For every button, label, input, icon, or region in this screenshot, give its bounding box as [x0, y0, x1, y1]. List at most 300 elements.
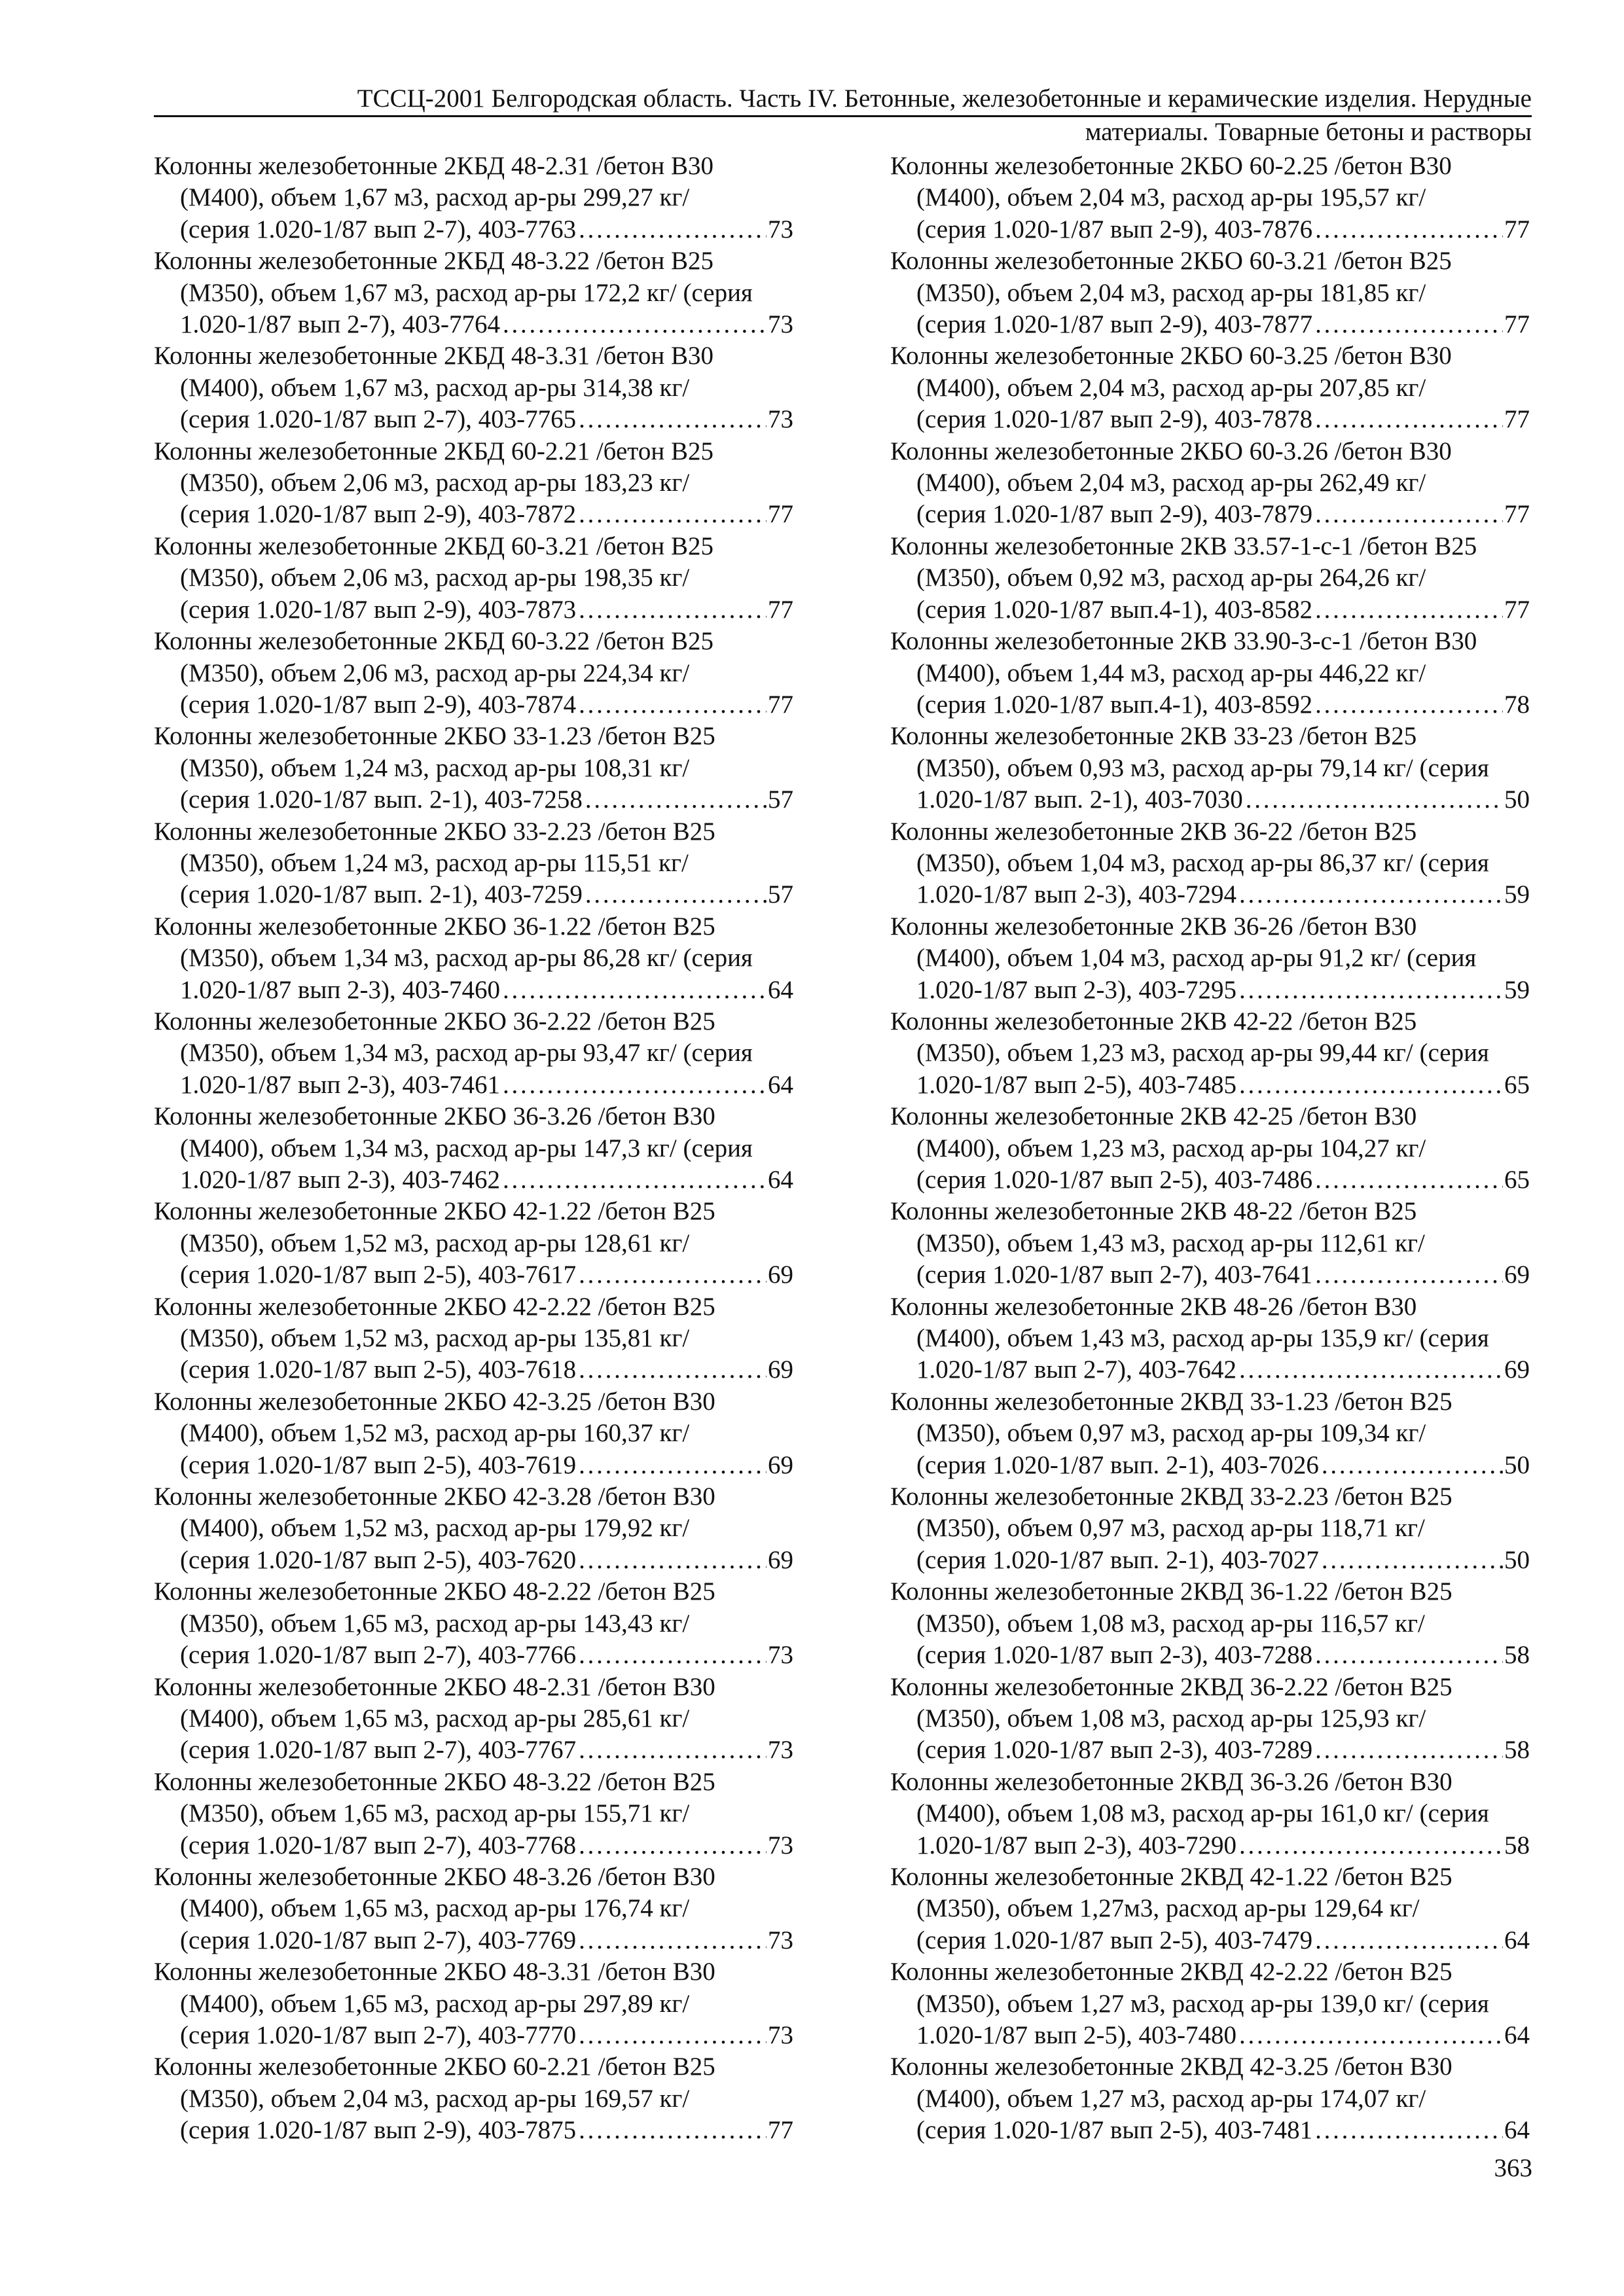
entry-title: Колонны железобетонные 2КВД 33-2.23 /бетон В25: [890, 1482, 1453, 1511]
entry-reference: 1.020-1/87 вып 2-7), 403-7764: [180, 310, 501, 339]
index-entry: [154, 151, 793, 245]
entry-reference: (серия 1.020-1/87 вып 2-9), 403-7874: [180, 690, 577, 719]
dot-leader: [1322, 1450, 1503, 1481]
index-entry: [154, 1956, 793, 2051]
entry-reference: (серия 1.020-1/87 вып 2-9), 403-7878: [916, 405, 1313, 434]
entry-reference-line: [890, 975, 1530, 1006]
entry-title: Колонны железобетонные 2КВ 33.90-3-с-1 /бетон В30: [890, 627, 1477, 656]
dot-leader: [585, 784, 767, 816]
entry-reference-line: [890, 1545, 1530, 1576]
entry-reference-line: [154, 1259, 793, 1291]
entry-reference-line: [890, 879, 1530, 910]
dot-leader: [579, 594, 767, 626]
entry-details: (М400), объем 1,04 м3, расход ар-ры 91,2 кг/ (серия: [916, 944, 1477, 973]
entry-page-number: 73: [768, 215, 793, 243]
entry-reference: (серия 1.020-1/87 вып 2-7), 403-7768: [180, 1831, 577, 1859]
index-entry: [154, 1006, 793, 1101]
entry-reference: 1.020-1/87 вып 2-3), 403-7295: [916, 975, 1237, 1004]
entry-details: (М350), объем 1,04 м3, расход ар-ры 86,37 кг/ (серия: [916, 848, 1489, 877]
entry-reference-line: [890, 689, 1530, 721]
dot-leader: [579, 404, 767, 435]
dot-leader: [503, 1069, 767, 1101]
entry-reference: (серия 1.020-1/87 вып. 2-1), 403-7026: [916, 1450, 1319, 1479]
dot-leader: [579, 2020, 767, 2051]
entry-details: (М350), объем 0,97 м3, расход ар-ры 109,34 кг/: [916, 1419, 1426, 1448]
dot-leader: [579, 1734, 767, 1766]
entry-reference: 1.020-1/87 вып 2-5), 403-7480: [916, 2020, 1237, 2049]
entry-title: Колонны железобетонные 2КБД 48-3.22 /бетон В25: [154, 247, 713, 276]
entry-details: (М400), объем 1,65 м3, расход ар-ры 285,61 кг/: [180, 1704, 690, 1732]
entry-details: (М350), объем 2,04 м3, расход ар-ры 169,57 кг/: [180, 2084, 690, 2113]
index-entry: [154, 1481, 793, 1576]
entry-title: Колонны железобетонные 2КВ 42-22 /бетон В25: [890, 1007, 1417, 1035]
entry-page-number: 64: [768, 1166, 793, 1194]
entry-reference: 1.020-1/87 вып 2-7), 403-7642: [916, 1355, 1237, 1384]
index-entry: [890, 151, 1530, 245]
entry-reference-line: [890, 1640, 1530, 1671]
dot-leader: [1315, 1925, 1503, 1956]
entry-reference-line: [890, 784, 1530, 816]
index-entry: [154, 2051, 793, 2146]
entry-reference: (серия 1.020-1/87 вып 2-5), 403-7618: [180, 1355, 577, 1384]
entry-details: (М400), объем 2,04 м3, расход ар-ры 262,49 кг/: [916, 469, 1426, 497]
entry-reference-line: [154, 499, 793, 530]
entry-title: Колонны железобетонные 2КВ 36-26 /бетон В30: [890, 912, 1417, 941]
index-entry: [890, 245, 1530, 340]
entry-title: Колонны железобетонные 2КБО 36-1.22 /бетон В25: [154, 912, 715, 941]
index-entry: [154, 1576, 793, 1671]
entry-title: Колонны железобетонные 2КВД 36-3.26 /бетон В30: [890, 1767, 1453, 1796]
dot-leader: [585, 879, 767, 910]
index-entry: [154, 626, 793, 721]
entry-title: Колонны железобетонные 2КВ 33.57-1-с-1 /бетон В25: [890, 531, 1477, 560]
entry-details: (М350), объем 1,67 м3, расход ар-ры 172,2 кг/ (серия: [180, 278, 753, 307]
dot-leader: [1315, 404, 1503, 435]
entry-reference: (серия 1.020-1/87 вып 2-5), 403-7620: [180, 1545, 577, 1574]
entry-reference: (серия 1.020-1/87 вып 2-5), 403-7479: [916, 1926, 1313, 1954]
entry-page-number: 57: [768, 785, 793, 814]
dot-leader: [579, 689, 767, 721]
index-entry: [890, 1481, 1530, 1576]
entry-page-number: 73: [768, 1736, 793, 1765]
entry-details: (М350), объем 1,24 м3, расход ар-ры 108,31 кг/: [180, 753, 690, 782]
entry-title: Колонны железобетонные 2КБД 48-2.31 /бетон В30: [154, 152, 713, 180]
header-title-line-1: ТССЦ-2001 Белгородская область. Часть IV. Бетонные, железобетонные и керамические изделия. Нерудные: [154, 84, 1532, 117]
entry-reference-line: [154, 1354, 793, 1386]
entry-title: Колонны железобетонные 2КВ 36-22 /бетон В25: [890, 817, 1417, 846]
entry-reference-line: [890, 1925, 1530, 1956]
entry-page-number: 69: [768, 1261, 793, 1289]
entry-title: Колонны железобетонные 2КБО 33-1.23 /бетон В25: [154, 722, 715, 751]
entry-page-number: 50: [1504, 1450, 1530, 1479]
index-entry: [154, 1291, 793, 1386]
dot-leader: [1315, 1164, 1503, 1196]
entry-page-number: 77: [1504, 215, 1530, 243]
header-title-line-2: материалы. Товарные бетоны и растворы: [1085, 118, 1532, 146]
entry-page-number: 64: [768, 1070, 793, 1099]
dot-leader: [1315, 1734, 1503, 1766]
entry-reference: (серия 1.020-1/87 вып 2-9), 403-7879: [916, 500, 1313, 529]
entry-reference: (серия 1.020-1/87 вып 2-9), 403-7876: [916, 215, 1313, 243]
entry-page-number: 69: [768, 1545, 793, 1574]
entry-title: Колонны железобетонные 2КБО 42-3.28 /бетон В30: [154, 1482, 715, 1511]
entry-page-number: 59: [1504, 880, 1530, 909]
entry-reference: (серия 1.020-1/87 вып 2-7), 403-7766: [180, 1641, 577, 1670]
entry-page-number: 50: [1504, 785, 1530, 814]
index-entry: [890, 1576, 1530, 1671]
entry-title: Колонны железобетонные 2КБО 36-2.22 /бетон В25: [154, 1007, 715, 1035]
entry-details: (М350), объем 1,65 м3, расход ар-ры 155,71 кг/: [180, 1799, 690, 1828]
entry-reference: (серия 1.020-1/87 вып.4-1), 403-8582: [916, 595, 1313, 624]
entry-reference-line: [890, 1354, 1530, 1386]
dot-leader: [579, 1354, 767, 1386]
dot-leader: [579, 1925, 767, 1956]
entry-reference: (серия 1.020-1/87 вып 2-5), 403-7617: [180, 1261, 577, 1289]
entry-reference-line: [154, 1164, 793, 1196]
entry-reference-line: [890, 214, 1530, 245]
dot-leader: [1315, 1259, 1503, 1291]
entry-page-number: 73: [768, 310, 793, 339]
entry-page-number: 73: [768, 1641, 793, 1670]
entry-reference-line: [890, 1164, 1530, 1196]
entry-title: Колонны железобетонные 2КВ 42-25 /бетон В30: [890, 1102, 1417, 1131]
entry-title: Колонны железобетонные 2КБО 33-2.23 /бетон В25: [154, 817, 715, 846]
entry-title: Колонны железобетонные 2КБО 60-3.25 /бетон В30: [890, 342, 1452, 370]
entry-title: Колонны железобетонные 2КВД 36-1.22 /бетон В25: [890, 1577, 1453, 1606]
entry-page-number: 77: [1504, 310, 1530, 339]
entry-reference: 1.020-1/87 вып 2-3), 403-7461: [180, 1070, 501, 1099]
entry-details: (М400), объем 2,04 м3, расход ар-ры 207,85 кг/: [916, 373, 1426, 402]
entry-reference-line: [890, 594, 1530, 626]
index-entry: [154, 531, 793, 626]
entry-reference-line: [890, 1450, 1530, 1481]
index-entry: [890, 1291, 1530, 1386]
entry-details: (М400), объем 1,27 м3, расход ар-ры 174,07 кг/: [916, 2084, 1426, 2113]
entry-title: Колонны железобетонные 2КБД 60-3.21 /бетон В25: [154, 531, 713, 560]
dot-leader: [1315, 1640, 1503, 1671]
entry-title: Колонны железобетонные 2КБО 60-3.26 /бетон В30: [890, 437, 1452, 465]
dot-leader: [1239, 879, 1503, 910]
entry-reference: (серия 1.020-1/87 вып. 2-1), 403-7258: [180, 785, 583, 814]
index-entry: [890, 1956, 1530, 2051]
entry-details: (М350), объем 1,27 м3, расход ар-ры 139,0 кг/ (серия: [916, 1989, 1489, 2018]
entry-reference-line: [890, 2115, 1530, 2146]
entry-reference: (серия 1.020-1/87 вып 2-5), 403-7619: [180, 1450, 577, 1479]
entry-reference-line: [890, 1830, 1530, 1861]
dot-leader: [579, 1830, 767, 1861]
index-entry: [890, 1767, 1530, 1861]
entry-reference: (серия 1.020-1/87 вып 2-9), 403-7873: [180, 595, 577, 624]
entry-reference-line: [154, 1925, 793, 1956]
dot-leader: [579, 1259, 767, 1291]
dot-leader: [1239, 1069, 1503, 1101]
entry-reference-line: [890, 309, 1530, 340]
entry-page-number: 77: [768, 500, 793, 529]
entry-title: Колонны железобетонные 2КБД 60-2.21 /бетон В25: [154, 437, 713, 465]
dot-leader: [1239, 1354, 1503, 1386]
entry-reference-line: [890, 499, 1530, 530]
entry-page-number: 77: [1504, 405, 1530, 434]
entry-page-number: 64: [768, 975, 793, 1004]
entry-page-number: 77: [768, 690, 793, 719]
entry-details: (М400), объем 1,43 м3, расход ар-ры 135,9 кг/ (серия: [916, 1324, 1489, 1353]
entry-details: (М350), объем 2,04 м3, расход ар-ры 181,85 кг/: [916, 278, 1426, 307]
entry-title: Колонны железобетонные 2КВ 48-22 /бетон В25: [890, 1197, 1417, 1226]
index-entry: [154, 1861, 793, 1956]
entry-reference: (серия 1.020-1/87 вып 2-9), 403-7875: [180, 2116, 577, 2145]
entry-page-number: 65: [1504, 1070, 1530, 1099]
index-entry: [154, 436, 793, 531]
entry-title: Колонны железобетонные 2КБО 48-3.26 /бетон В30: [154, 1862, 715, 1891]
entry-details: (М400), объем 1,67 м3, расход ар-ры 299,27 кг/: [180, 183, 690, 212]
entry-title: Колонны железобетонные 2КВ 48-26 /бетон В30: [890, 1292, 1417, 1321]
entry-reference: (серия 1.020-1/87 вып 2-3), 403-7289: [916, 1736, 1313, 1765]
running-header: [154, 84, 1532, 147]
dot-leader: [579, 2115, 767, 2146]
index-entry: [154, 1101, 793, 1196]
entry-reference-line: [890, 2020, 1530, 2051]
entry-page-number: 50: [1504, 1545, 1530, 1574]
entry-title: Колонны железобетонные 2КБО 48-2.31 /бетон В30: [154, 1672, 715, 1701]
entry-reference-line: [154, 1734, 793, 1766]
index-entry: [890, 2051, 1530, 2146]
entry-page-number: 69: [1504, 1355, 1530, 1384]
entry-reference: (серия 1.020-1/87 вып 2-7), 403-7763: [180, 215, 577, 243]
entry-reference-line: [154, 1450, 793, 1481]
dot-leader: [1315, 214, 1503, 245]
entry-details: (М350), объем 2,06 м3, расход ар-ры 224,34 кг/: [180, 658, 690, 687]
entry-details: (М350), объем 0,92 м3, расход ар-ры 264,26 кг/: [916, 564, 1426, 592]
entry-page-number: 73: [768, 1831, 793, 1859]
entry-details: (М400), объем 1,23 м3, расход ар-ры 104,27 кг/: [916, 1134, 1426, 1162]
dot-leader: [503, 309, 767, 340]
entry-reference-line: [154, 1640, 793, 1671]
entry-page-number: 69: [768, 1355, 793, 1384]
entry-details: (М350), объем 1,43 м3, расход ар-ры 112,61 кг/: [916, 1229, 1425, 1257]
entry-details: (М350), объем 1,08 м3, расход ар-ры 116,57 кг/: [916, 1609, 1425, 1638]
entry-details: (М350), объем 1,34 м3, расход ар-ры 93,47 кг/ (серия: [180, 1039, 753, 1067]
index-entry: [890, 1196, 1530, 1291]
dot-leader: [1315, 499, 1503, 530]
entry-page-number: 73: [768, 405, 793, 434]
entry-title: Колонны железобетонные 2КВД 42-1.22 /бетон В25: [890, 1862, 1453, 1891]
entry-page-number: 57: [768, 880, 793, 909]
index-entry: [890, 721, 1530, 816]
entry-title: Колонны железобетонные 2КБД 60-3.22 /бетон В25: [154, 627, 713, 656]
entry-page-number: 77: [768, 2116, 793, 2145]
entry-details: (М400), объем 1,08 м3, расход ар-ры 161,0 кг/ (серия: [916, 1799, 1489, 1828]
dot-leader: [579, 499, 767, 530]
index-entry: [890, 911, 1530, 1006]
index-entry: [890, 626, 1530, 721]
index-entry: [890, 816, 1530, 911]
entry-page-number: 64: [1504, 2020, 1530, 2049]
index-column-right: [890, 151, 1530, 2147]
index-entry: [154, 816, 793, 911]
entry-page-number: 59: [1504, 975, 1530, 1004]
entry-details: (М400), объем 1,65 м3, расход ар-ры 297,89 кг/: [180, 1989, 690, 2018]
entry-page-number: 64: [1504, 1926, 1530, 1954]
entry-details: (М350), объем 2,06 м3, расход ар-ры 183,23 кг/: [180, 469, 690, 497]
entry-details: (М350), объем 0,97 м3, расход ар-ры 118,71 кг/: [916, 1514, 1425, 1543]
index-entry: [154, 1196, 793, 1291]
entry-reference-line: [154, 2115, 793, 2146]
entry-title: Колонны железобетонные 2КБО 48-2.22 /бетон В25: [154, 1577, 715, 1606]
index-entry: [890, 531, 1530, 626]
entry-details: (М350), объем 2,06 м3, расход ар-ры 198,35 кг/: [180, 564, 690, 592]
entry-title: Колонны железобетонные 2КБО 42-1.22 /бетон В25: [154, 1197, 715, 1226]
dot-leader: [1315, 594, 1503, 626]
entry-details: (М400), объем 1,52 м3, расход ар-ры 179,92 кг/: [180, 1514, 690, 1543]
entry-reference: (серия 1.020-1/87 вып 2-7), 403-7641: [916, 1261, 1313, 1289]
entry-details: (М350), объем 1,52 м3, расход ар-ры 135,81 кг/: [180, 1324, 690, 1353]
entry-details: (М350), объем 1,08 м3, расход ар-ры 125,93 кг/: [916, 1704, 1426, 1732]
entry-page-number: 73: [768, 2020, 793, 2049]
entry-reference-line: [890, 404, 1530, 435]
dot-leader: [579, 1545, 767, 1576]
entry-reference-line: [154, 784, 793, 816]
entry-reference: (серия 1.020-1/87 вып 2-7), 403-7765: [180, 405, 577, 434]
entry-details: (М400), объем 1,65 м3, расход ар-ры 176,74 кг/: [180, 1894, 690, 1923]
entry-title: Колонны железобетонные 2КБО 42-2.22 /бетон В25: [154, 1292, 715, 1321]
dot-leader: [1315, 309, 1503, 340]
entry-reference: (серия 1.020-1/87 вып 2-7), 403-7767: [180, 1736, 577, 1765]
dot-leader: [1315, 689, 1503, 721]
entry-reference: 1.020-1/87 вып 2-5), 403-7485: [916, 1070, 1237, 1099]
entry-reference: (серия 1.020-1/87 вып 2-9), 403-7872: [180, 500, 577, 529]
index-entry: [154, 1767, 793, 1861]
index-entry: [890, 1861, 1530, 1956]
entry-reference-line: [890, 1069, 1530, 1101]
entry-reference: (серия 1.020-1/87 вып 2-9), 403-7877: [916, 310, 1313, 339]
entry-reference-line: [890, 1734, 1530, 1766]
entry-details: (М350), объем 1,52 м3, расход ар-ры 128,61 кг/: [180, 1229, 690, 1257]
entry-reference: (серия 1.020-1/87 вып.4-1), 403-8592: [916, 690, 1313, 719]
index-entry: [154, 911, 793, 1006]
index-entry: [890, 1672, 1530, 1767]
entry-title: Колонны железобетонные 2КВД 42-2.22 /бетон В25: [890, 1958, 1453, 1986]
entry-reference-line: [154, 975, 793, 1006]
entry-reference-line: [890, 1259, 1530, 1291]
entry-reference: (серия 1.020-1/87 вып 2-5), 403-7481: [916, 2116, 1313, 2145]
entry-title: Колонны железобетонные 2КБО 36-3.26 /бетон В30: [154, 1102, 715, 1131]
entry-title: Колонны железобетонные 2КВД 36-2.22 /бетон В25: [890, 1672, 1453, 1701]
entry-page-number: 77: [768, 595, 793, 624]
entry-details: (М350), объем 1,34 м3, расход ар-ры 86,28 кг/ (серия: [180, 944, 753, 973]
entry-title: Колонны железобетонные 2КВД 42-3.25 /бетон В30: [890, 2053, 1453, 2081]
index-entry: [154, 721, 793, 816]
index-entry: [154, 1672, 793, 1767]
entry-page-number: 69: [1504, 1261, 1530, 1289]
entry-reference-line: [154, 404, 793, 435]
index-entry: [154, 1386, 793, 1481]
entry-title: Колонны железобетонные 2КБО 60-2.21 /бетон В25: [154, 2053, 715, 2081]
index-entry: [154, 245, 793, 340]
entry-title: Колонны железобетонные 2КВ 33-23 /бетон В25: [890, 722, 1417, 751]
index-entry: [890, 1006, 1530, 1101]
entry-reference-line: [154, 1830, 793, 1861]
entry-reference: 1.020-1/87 вып 2-3), 403-7460: [180, 975, 501, 1004]
entry-page-number: 58: [1504, 1831, 1530, 1859]
entry-title: Колонны железобетонные 2КБО 48-3.31 /бетон В30: [154, 1958, 715, 1986]
entry-details: (М350), объем 1,27м3, расход ар-ры 129,64 кг/: [916, 1894, 1420, 1923]
entry-details: (М400), объем 2,04 м3, расход ар-ры 195,57 кг/: [916, 183, 1426, 212]
entry-page-number: 77: [1504, 500, 1530, 529]
entry-reference: (серия 1.020-1/87 вып 2-7), 403-7769: [180, 1926, 577, 1954]
dot-leader: [579, 1640, 767, 1671]
entry-reference: 1.020-1/87 вып 2-3), 403-7294: [916, 880, 1237, 909]
dot-leader: [1246, 784, 1503, 816]
dot-leader: [1322, 1545, 1503, 1576]
dot-leader: [579, 214, 767, 245]
entry-title: Колонны железобетонные 2КБО 60-2.25 /бетон В30: [890, 152, 1452, 180]
entry-page-number: 58: [1504, 1641, 1530, 1670]
dot-leader: [1239, 1830, 1503, 1861]
entry-reference-line: [154, 594, 793, 626]
dot-leader: [1315, 2115, 1503, 2146]
entry-reference: (серия 1.020-1/87 вып. 2-1), 403-7259: [180, 880, 583, 909]
dot-leader: [1239, 2020, 1503, 2051]
entry-details: (М400), объем 1,67 м3, расход ар-ры 314,38 кг/: [180, 373, 690, 402]
entry-reference-line: [154, 1069, 793, 1101]
entry-details: (М350), объем 0,93 м3, расход ар-ры 79,14 кг/ (серия: [916, 753, 1489, 782]
entry-page-number: 65: [1504, 1166, 1530, 1194]
entry-title: Колонны железобетонные 2КБО 60-3.21 /бетон В25: [890, 247, 1452, 276]
index-entry: [890, 436, 1530, 531]
entry-page-number: 69: [768, 1450, 793, 1479]
entry-reference-line: [154, 879, 793, 910]
entry-details: (М400), объем 1,52 м3, расход ар-ры 160,37 кг/: [180, 1419, 690, 1448]
entry-details: (М350), объем 1,23 м3, расход ар-ры 99,44 кг/ (серия: [916, 1039, 1489, 1067]
entry-reference: (серия 1.020-1/87 вып 2-3), 403-7288: [916, 1641, 1313, 1670]
entry-page-number: 58: [1504, 1736, 1530, 1765]
entry-details: (М400), объем 1,34 м3, расход ар-ры 147,3 кг/ (серия: [180, 1134, 753, 1162]
entry-reference: (серия 1.020-1/87 вып. 2-1), 403-7027: [916, 1545, 1319, 1574]
dot-leader: [503, 975, 767, 1006]
entry-details: (М400), объем 1,44 м3, расход ар-ры 446,22 кг/: [916, 658, 1426, 687]
entry-reference: 1.020-1/87 вып 2-3), 403-7290: [916, 1831, 1237, 1859]
entry-title: Колонны железобетонные 2КБД 48-3.31 /бетон В30: [154, 342, 713, 370]
dot-leader: [1239, 975, 1503, 1006]
entry-reference-line: [154, 689, 793, 721]
entry-page-number: 73: [768, 1926, 793, 1954]
entry-reference: 1.020-1/87 вып 2-3), 403-7462: [180, 1166, 501, 1194]
entry-title: Колонны железобетонные 2КБО 42-3.25 /бетон В30: [154, 1387, 715, 1416]
entry-reference-line: [154, 1545, 793, 1576]
entry-reference: 1.020-1/87 вып. 2-1), 403-7030: [916, 785, 1243, 814]
index-entry: [890, 1386, 1530, 1481]
entry-page-number: 78: [1504, 690, 1530, 719]
page-number: 363: [1494, 2154, 1532, 2182]
dot-leader: [503, 1164, 767, 1196]
entry-title: Колонны железобетонные 2КВД 33-1.23 /бетон В25: [890, 1387, 1453, 1416]
entry-reference-line: [154, 214, 793, 245]
entry-page-number: 64: [1504, 2116, 1530, 2145]
entry-reference: (серия 1.020-1/87 вып 2-5), 403-7486: [916, 1166, 1313, 1194]
entry-reference: (серия 1.020-1/87 вып 2-7), 403-7770: [180, 2020, 577, 2049]
entry-reference-line: [154, 2020, 793, 2051]
index-entry: [890, 340, 1530, 435]
entry-page-number: 77: [1504, 595, 1530, 624]
entry-details: (М350), объем 1,65 м3, расход ар-ры 143,43 кг/: [180, 1609, 690, 1638]
dot-leader: [579, 1450, 767, 1481]
entry-title: Колонны железобетонные 2КБО 48-3.22 /бетон В25: [154, 1767, 715, 1796]
index-entry: [154, 340, 793, 435]
entry-details: (М350), объем 1,24 м3, расход ар-ры 115,51 кг/: [180, 848, 689, 877]
entry-reference-line: [154, 309, 793, 340]
index-column-left: [154, 151, 793, 2147]
index-entry: [890, 1101, 1530, 1196]
